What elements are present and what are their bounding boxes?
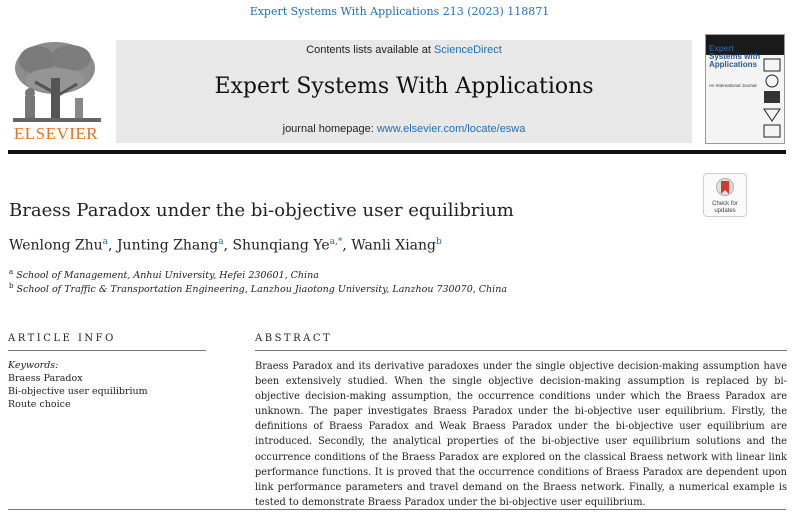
article-info-heading: ARTICLE INFO bbox=[8, 333, 116, 344]
bookmark-icon bbox=[716, 178, 734, 200]
author-list: Wenlong Zhu$^a$, Junting Zhang$^a$, Shunqiang $Ye^{a,*}$, Wanli Xiang$^b$ bbox=[9, 237, 442, 254]
keyword-item: Route choice bbox=[8, 399, 71, 410]
header-rule bbox=[8, 150, 786, 154]
affiliation-mark: a bbox=[9, 268, 14, 276]
author-affiliation-mark[interactable]: a,* bbox=[329, 237, 343, 247]
author-affiliation-mark[interactable]: a bbox=[102, 237, 109, 247]
homepage-line bbox=[116, 123, 692, 135]
article-title: Braess Paradox under the bi-objective user equilibrium bbox=[9, 200, 514, 221]
author-affiliation-mark[interactable]: a bbox=[218, 237, 224, 247]
journal-banner bbox=[116, 40, 692, 143]
keyword-item: Bi-objective user equilibrium bbox=[8, 386, 148, 397]
affiliation-text: School of Traffic & Transportation Engineering, Lanzhou Jiaotong University, Lanzhou 730070, China bbox=[16, 284, 507, 296]
journal-cover[interactable] bbox=[705, 34, 785, 144]
cover-icons bbox=[762, 57, 782, 141]
author-affiliation-mark[interactable]: b bbox=[436, 237, 442, 247]
author-name[interactable]: Junting Zhang bbox=[116, 237, 219, 254]
check-for-updates-badge[interactable] bbox=[703, 173, 747, 217]
keywords-label: Keywords: bbox=[8, 360, 59, 371]
contents-prefix: Contents lists available at bbox=[306, 44, 434, 56]
article-info-rule bbox=[8, 350, 206, 351]
citation-link[interactable]: Expert Systems With Applications 213 (2023) 118871 bbox=[249, 5, 550, 18]
keyword-item: Braess Paradox bbox=[8, 373, 83, 384]
affiliation-text: School of Management, Anhui University, Hefei 230601, China bbox=[16, 270, 319, 282]
affiliation bbox=[9, 282, 507, 295]
cover-title: Expert Systems with Applications bbox=[709, 44, 761, 69]
cover-subtitle: An International Journal bbox=[709, 83, 757, 88]
badge-label: Check for updates bbox=[712, 201, 738, 214]
journal-citation[interactable] bbox=[0, 5, 799, 18]
journal-title: Expert Systems With Applications bbox=[214, 74, 594, 99]
author-name[interactable]: Wenlong Zhu bbox=[9, 237, 103, 254]
affiliation bbox=[9, 268, 319, 281]
abstract-heading: ABSTRACT bbox=[255, 333, 333, 344]
homepage-prefix: journal homepage: bbox=[282, 123, 377, 135]
author-name[interactable]: Shunqiang Ye bbox=[232, 237, 330, 254]
affiliation-mark: b bbox=[9, 282, 14, 290]
sciencedirect-link[interactable]: ScienceDirect bbox=[433, 44, 502, 56]
footer-rule bbox=[8, 509, 786, 510]
contents-line bbox=[116, 44, 692, 56]
author-name[interactable]: Wanli Xiang bbox=[351, 237, 436, 254]
abstract-text: Braess Paradox and its derivative paradoxes under the single objective decision-making assumption have been extensively studied. When the single objective decision-making assumption is replaced by bi-objective decision-making assumption, the occurrence conditions under which the Braess Paradox are unknown. The paper investigates Braess Paradox under the bi-objective user equilibrium. Firstly, the definitions of Braess Paradox and Weak Braess Paradox under the bi-objective user equilibrium are introduced. Secondly, the analytical properties of the bi-objective user equilibrium solutions and the occurrence conditions of the Braess Paradox are explored on the classical Braess network with linear link performance functions. It is proved that the occurrence conditions of Braess Paradox are dependent upon link performance parameters and travel demand on the Braess network. Finally, a numerical example is tested to demonstrate Braess Paradox under the bi-objective user equilibrium. bbox=[255, 361, 787, 508]
abstract-rule bbox=[255, 350, 787, 351]
publisher-name: ELSEVIER bbox=[13, 124, 99, 143]
journal-homepage-link[interactable]: www.elsevier.com/locate/eswa bbox=[376, 123, 526, 135]
